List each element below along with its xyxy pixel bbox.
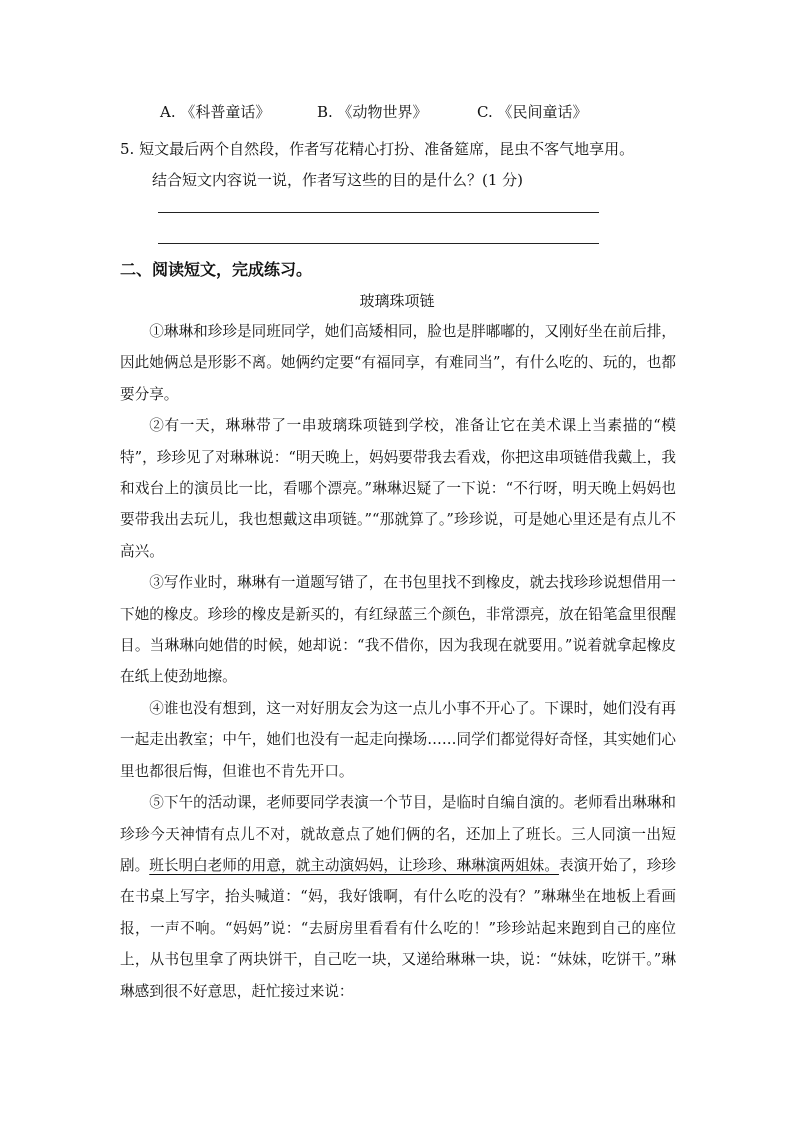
story-body — [120, 316, 676, 1007]
answer-options — [160, 101, 587, 122]
question-5-line-2: 结合短文内容说一说，作者写这些的目的是什么？(1 分) — [152, 171, 524, 189]
question-5-line-1: 5. 短文最后两个自然段，作者写花精心打扮、准备筵席，昆虫不客气地享用。 — [120, 140, 635, 158]
paragraph-5 — [120, 787, 676, 1007]
underlined-sentence: 班长明白老师的用意，就主动演妈妈，让珍珍、琳琳演两姐妹。 — [149, 856, 559, 874]
answer-blank-line-2[interactable] — [158, 243, 599, 244]
paragraph-5-continuation: 表演开始了，珍珍在书桌上写字，抬头喊道：“妈，我好饿啊，有什么吃的没有？”琳琳坐在地板上看画报，一声不响。“妈妈”说：“去厨房里看看有什么吃的！”珍珍站起来跑到自己的座位上，从书包里拿了两块饼干，自己吃一块，又递给琳琳一块，说：“妹妹，吃饼干。”琳琳感到很不好意思，赶忙接过来说： — [120, 856, 676, 1000]
paragraph-1: ①琳琳和珍珍是同班同学，她们高矮相同，脸也是胖嘟嘟的，又刚好坐在前后排，因此她俩总是形影不离。她俩约定要“有福同享，有难同当”，有什么吃的、玩的，也都要分享。 — [120, 323, 676, 403]
paragraph-2: ②有一天，琳琳带了一串玻璃珠项链到学校，准备让它在美术课上当素描的“模特”，珍珍见了对琳琳说：“明天晚上，妈妈要带我去看戏，你把这串项链借我戴上，我和戏台上的演员比一比，看哪个漂亮。”琳琳迟疑了一下说：“不行呀，明天晚上妈妈也要带我出去玩儿，我也想戴这串项链。”“那就算了。”珍珍说，可是她心里还是有点儿不高兴。 — [120, 417, 676, 560]
option-b[interactable]: B. 《动物世界》 — [317, 103, 428, 121]
section-heading: 二、阅读短文，完成练习。 — [120, 260, 313, 279]
story-title: 玻璃珠项链 — [359, 292, 435, 310]
paragraph-3: ③写作业时，琳琳有一道题写错了，在书包里找不到橡皮，就去找珍珍说想借用一下她的橡皮。珍珍的橡皮是新买的，有红绿蓝三个颜色，非常漂亮，放在铅笔盒里很醒目。当琳琳向她借的时候，她却说：“我不借你，因为我现在就要用。”说着就拿起橡皮在纸上使劲地擦。 — [120, 574, 676, 686]
paragraph-4: ④谁也没有想到，这一对好朋友会为这一点儿小事不开心了。下课时，她们没有再一起走出教室；中午，她们也没有一起走向操场……同学们都觉得好奇怪，其实她们心里也都很后悔，但谁也不肯先开口。 — [120, 699, 676, 780]
paragraph-5-intro: ⑤下午的活动课，老师要同学表演一个节目，是临时自编自演的。老师看出琳琳和珍珍今天神情有点儿不对，就故意点了她们俩的名，还加上了班长。三人同演一出短剧。 — [120, 794, 676, 874]
option-c[interactable]: C. 《民间童话》 — [477, 103, 588, 121]
answer-blank-line-1[interactable] — [158, 212, 599, 213]
question-5 — [120, 134, 680, 196]
option-a[interactable]: A. 《科普童话》 — [160, 103, 271, 121]
